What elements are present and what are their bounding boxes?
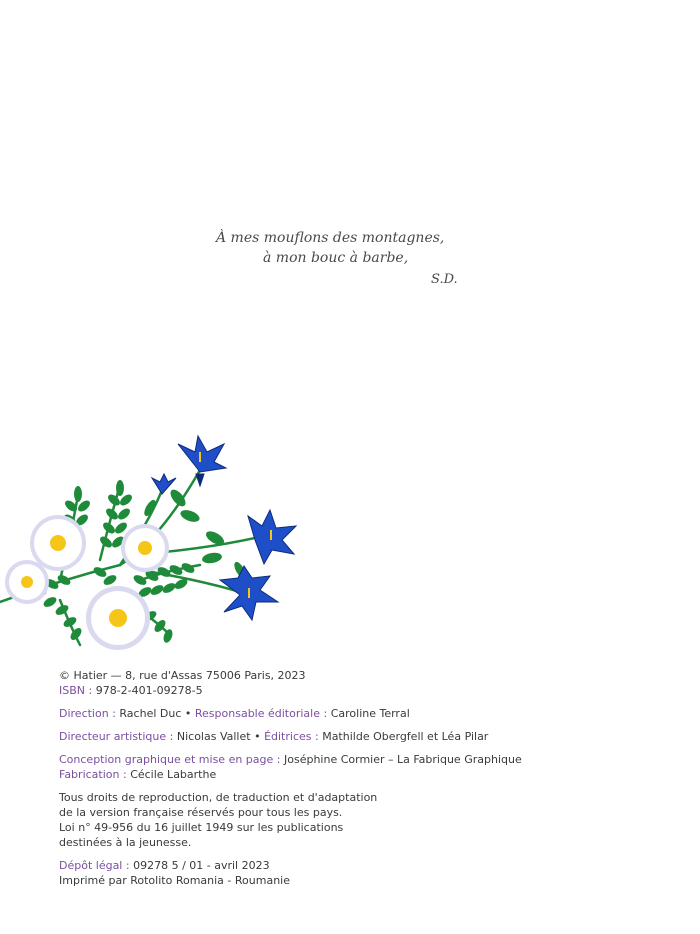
daisy-flower	[86, 586, 150, 650]
fabrication-value: Cécile Labarthe	[130, 768, 217, 781]
rights-line-3: Loi n° 49-956 du 16 juillet 1949 sur les publications	[59, 821, 344, 834]
resp-editoriale-label: Responsable éditoriale :	[194, 707, 328, 720]
rights-line-4: destinées à la jeunesse.	[59, 836, 192, 849]
credits-block	[59, 668, 659, 888]
flower-bouquet-illustration	[0, 430, 310, 660]
isbn-line	[59, 683, 659, 698]
dedication-line-1: À mes mouflons des montagnes,	[216, 230, 445, 246]
isbn-label: ISBN :	[59, 684, 93, 697]
depot-legal-line	[59, 858, 659, 873]
dedication-line-2: à mon bouc à barbe,	[263, 250, 409, 266]
direction-line	[59, 706, 659, 721]
rights-line-1: Tous droits de reproduction, de traduction et d'adaptation	[59, 791, 378, 804]
daisy-flower	[30, 515, 86, 571]
isbn-value: 978-2-401-09278-5	[95, 684, 203, 697]
depot-legal-value: 09278 5 / 01 - avril 2023	[133, 859, 270, 872]
direction-value: Rachel Duc	[119, 707, 182, 720]
rights-line-2: de la version française réservés pour tous les pays.	[59, 806, 343, 819]
conception-value: Joséphine Cormier – La Fabrique Graphique	[283, 753, 522, 766]
fabrication-label: Fabrication :	[59, 768, 127, 781]
separator: •	[254, 730, 261, 743]
artistic-line	[59, 729, 659, 744]
conception-line	[59, 752, 659, 767]
depot-legal-label: Dépôt légal :	[59, 859, 130, 872]
conception-label: Conception graphique et mise en page :	[59, 753, 281, 766]
directeur-artistique-label: Directeur artistique :	[59, 730, 174, 743]
editrices-value: Mathilde Obergfell et Léa Pilar	[322, 730, 489, 743]
printer-line: Imprimé par Rotolito Romania - Roumanie	[59, 874, 290, 887]
separator: •	[184, 707, 192, 720]
directeur-artistique-value: Nicolas Vallet	[176, 730, 251, 743]
daisy-flower	[121, 524, 169, 572]
dedication-signature: S.D.	[431, 272, 458, 287]
gentian-flower	[178, 436, 226, 486]
fabrication-line	[59, 767, 659, 782]
direction-label: Direction :	[59, 707, 116, 720]
editrices-label: Éditrices :	[264, 730, 319, 743]
copyright-line: © Hatier — 8, rue d'Assas 75006 Paris, 2023	[59, 669, 306, 682]
resp-editoriale-value: Caroline Terral	[330, 707, 410, 720]
daisy-flower	[5, 560, 49, 604]
